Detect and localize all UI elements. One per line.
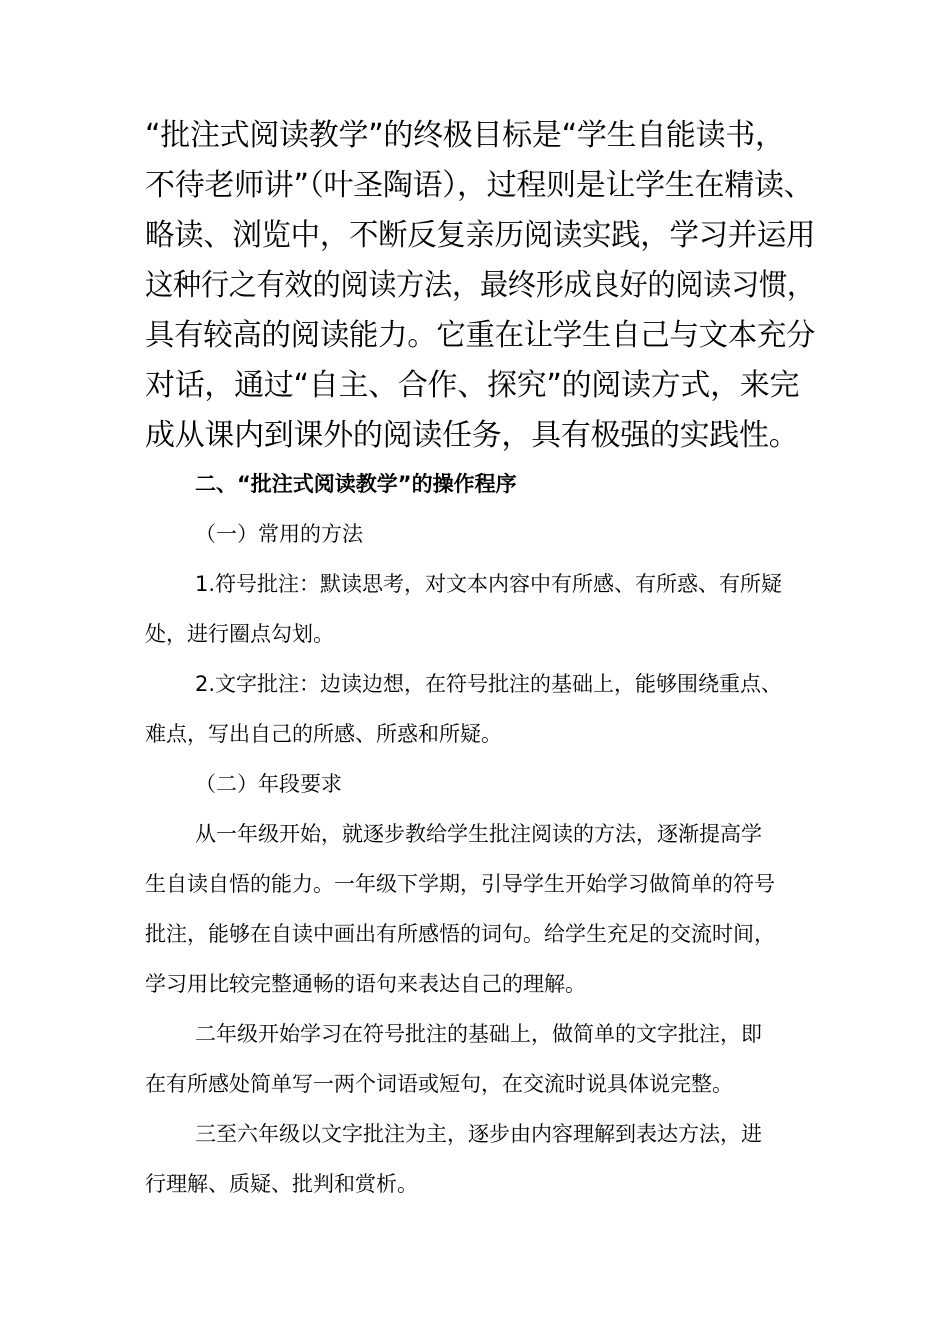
intro-line-3: 略读、浏览中，不断反复亲历阅读实践，学习并运用 xyxy=(145,218,816,253)
grade-1-line-4: 学习用比较完整通畅的语句来表达自己的理解。 xyxy=(145,972,586,996)
subsection-heading-methods: （一）常用的方法 xyxy=(195,522,363,546)
section-heading: 二、“批注式阅读教学”的操作程序 xyxy=(195,472,517,496)
intro-line-1: “批注式阅读教学”的终极目标是“学生自能读书， xyxy=(145,118,785,153)
grade-1-line-3: 批注，能够在自读中画出有所感悟的词句。给学生充足的交流时间， xyxy=(145,922,775,946)
intro-line-6: 对话，通过“自主、合作、探究”的阅读方式，来完 xyxy=(145,368,800,403)
method-1-line-2: 处，进行圈点勾划。 xyxy=(145,622,334,646)
subsection-heading-grades: （二）年段要求 xyxy=(195,772,342,796)
grade-1-line-2: 生自读自悟的能力。一年级下学期，引导学生开始学习做简单的符号 xyxy=(145,872,775,896)
grade-2-line-1: 二年级开始学习在符号批注的基础上，做简单的文字批注，即 xyxy=(195,1022,762,1046)
method-2-line-2: 难点，写出自己的所感、所惑和所疑。 xyxy=(145,722,502,746)
intro-line-5: 具有较高的阅读能力。它重在让学生自己与文本充分 xyxy=(145,318,816,353)
grade-3-line-2: 行理解、质疑、批判和赏析。 xyxy=(145,1172,418,1196)
intro-line-2: 不待老师讲”（叶圣陶语），过程则是让学生在精读、 xyxy=(145,168,814,203)
grade-3-line-1: 三至六年级以文字批注为主，逐步由内容理解到表达方法，进 xyxy=(195,1122,762,1146)
method-1-line-1: 1.符号批注：默读思考，对文本内容中有所感、有所惑、有所疑 xyxy=(195,572,783,596)
grade-1-line-1: 从一年级开始，就逐步教给学生批注阅读的方法，逐渐提高学 xyxy=(195,822,762,846)
intro-line-4: 这种行之有效的阅读方法，最终形成良好的阅读习惯， xyxy=(145,268,815,303)
intro-line-7: 成从课内到课外的阅读任务，具有极强的实践性。 xyxy=(145,418,799,453)
grade-2-line-2: 在有所感处简单写一两个词语或短句，在交流时说具体说完整。 xyxy=(145,1072,733,1096)
method-2-line-1: 2.文字批注：边读边想，在符号批注的基础上，能够围绕重点、 xyxy=(195,672,783,696)
